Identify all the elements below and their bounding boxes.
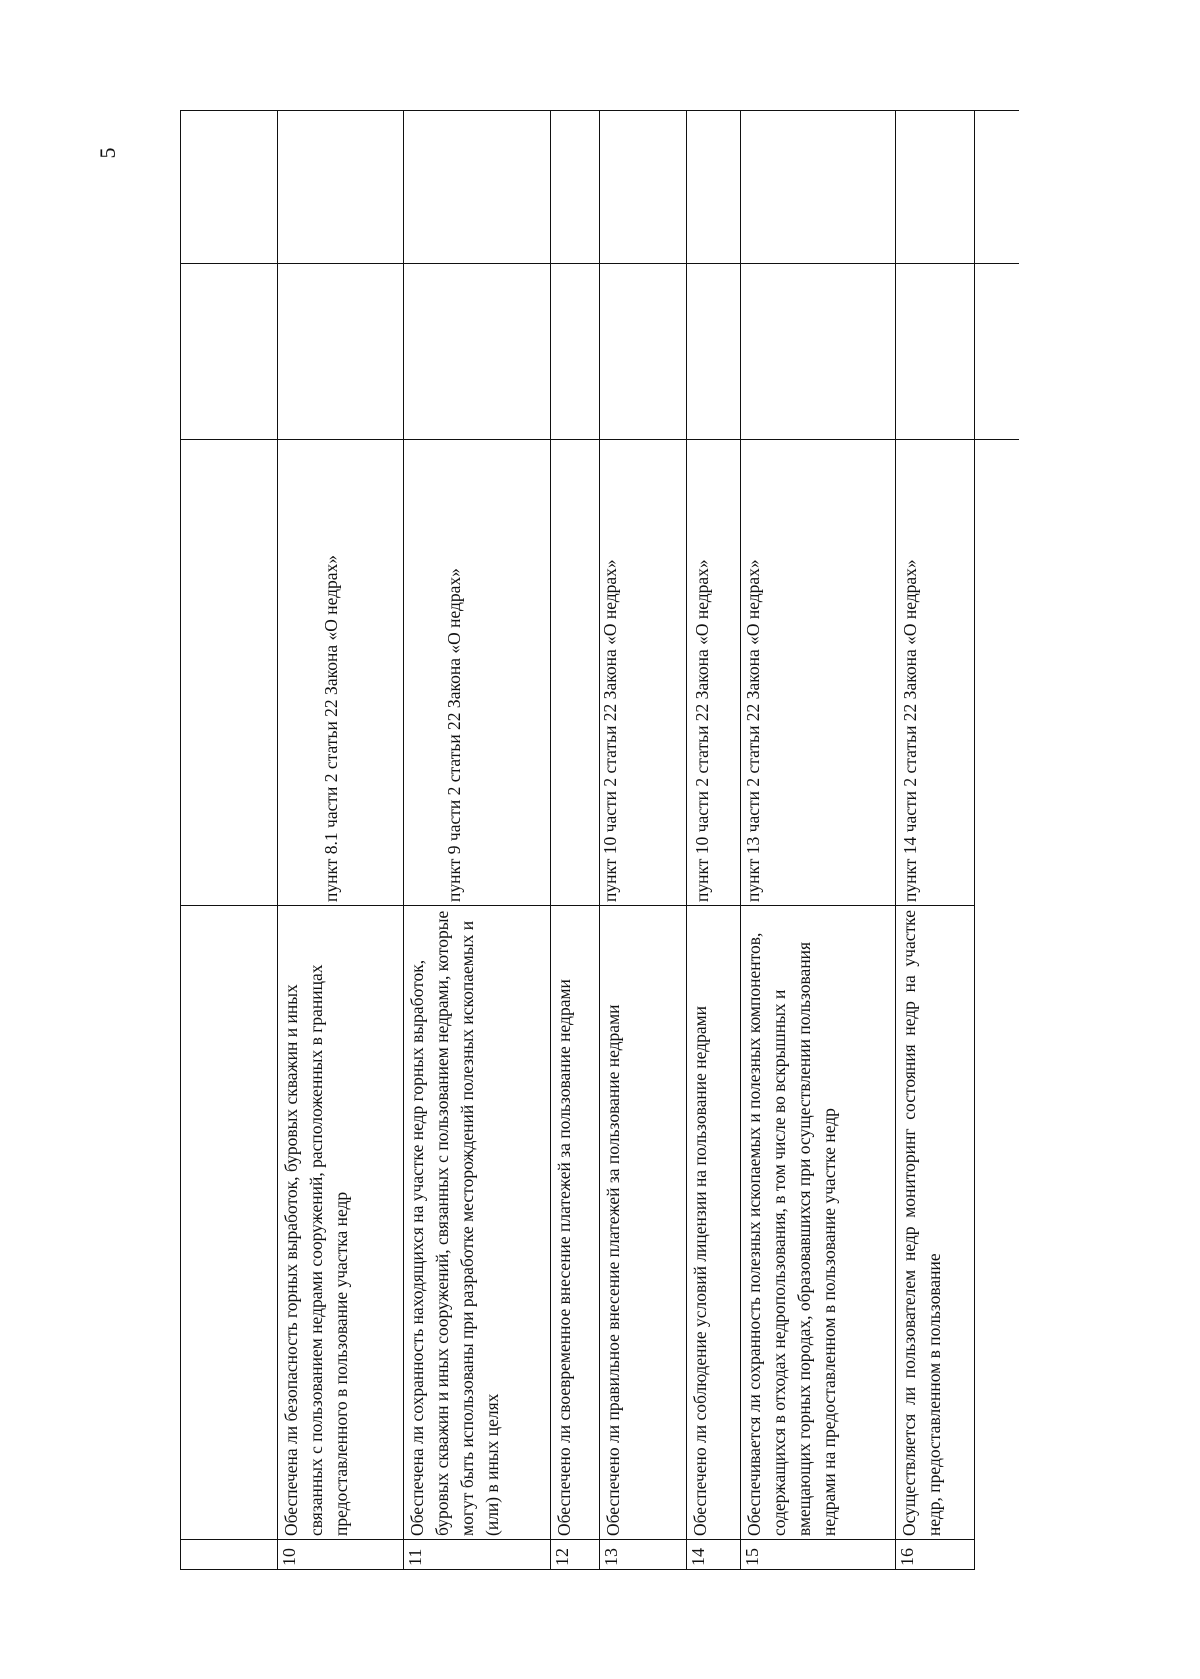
legal-reference bbox=[650, 440, 680, 906]
page-number: 5 bbox=[95, 147, 120, 159]
row-number: 16 bbox=[897, 1548, 917, 1566]
requirement-question: Обеспечена ли безопасность горных выработок, буровых скважин и иных связанных с пользованием недрами сооружений, расположенных в границах предоставленного в пользование участка недр bbox=[281, 964, 351, 1536]
legal-reference: пункт 10 части 2 статьи 22 Закона «О недрах» bbox=[692, 559, 712, 902]
requirements-table-container bbox=[180, 110, 1019, 1570]
table-line bbox=[180, 110, 1019, 111]
requirement-question: Осуществляется ли пользователем недр мониторинг состояния недр на участке недр, предоставленном в пользование bbox=[899, 910, 944, 1536]
requirements-table bbox=[180, 110, 1019, 1570]
legal-reference: пункт 13 части 2 статьи 22 Закона «О недрах» bbox=[743, 559, 763, 902]
row-number: 13 bbox=[601, 1548, 621, 1566]
row-number: 14 bbox=[688, 1548, 708, 1566]
row-number: 12 bbox=[552, 1548, 572, 1566]
table-line bbox=[180, 110, 181, 1570]
requirement-question: Обеспечено ли своевременное внесение платежей за пользование недрами bbox=[554, 979, 574, 1536]
table-line bbox=[180, 263, 1019, 264]
requirement-question: Обеспечивается ли сохранность полезных ископаемых и полезных компонентов, содержащихся в отходах недропользования, в том числе во вскрышных и вмещающих горных породах, образовавшихся при осуществлении пользования недрами на предоставленном в пользование участке недр bbox=[744, 932, 839, 1536]
legal-reference: пункт 10 части 2 статьи 22 Закона «О недрах» bbox=[600, 559, 620, 902]
legal-reference: пункт 9 части 2 статьи 22 Закона «О недрах» bbox=[444, 568, 464, 902]
requirement-question: Обеспечено ли соблюдение условий лицензии на пользование недрами bbox=[690, 1005, 710, 1536]
requirement-question: Обеспечено ли правильное внесение платежей за пользование недрами bbox=[603, 1004, 623, 1536]
row-number: 10 bbox=[279, 1548, 299, 1566]
requirement-question: Обеспечена ли сохранность находящихся на участке недр горных выработок, буровых скважин и иных сооружений, связанных с пользованием недрами, которые могут быть использованы при разработке месторождений полезных ископаемых и (или) в иных целях bbox=[407, 910, 502, 1536]
row-number: 11 bbox=[405, 1548, 425, 1566]
row-number: 15 bbox=[742, 1548, 762, 1566]
legal-reference: пункт 14 части 2 статьи 22 Закона «О недрах» bbox=[900, 559, 920, 902]
table-line bbox=[974, 110, 975, 1570]
legal-reference: пункт 8.1 части 2 статьи 22 Закона «О недрах» bbox=[321, 554, 341, 902]
